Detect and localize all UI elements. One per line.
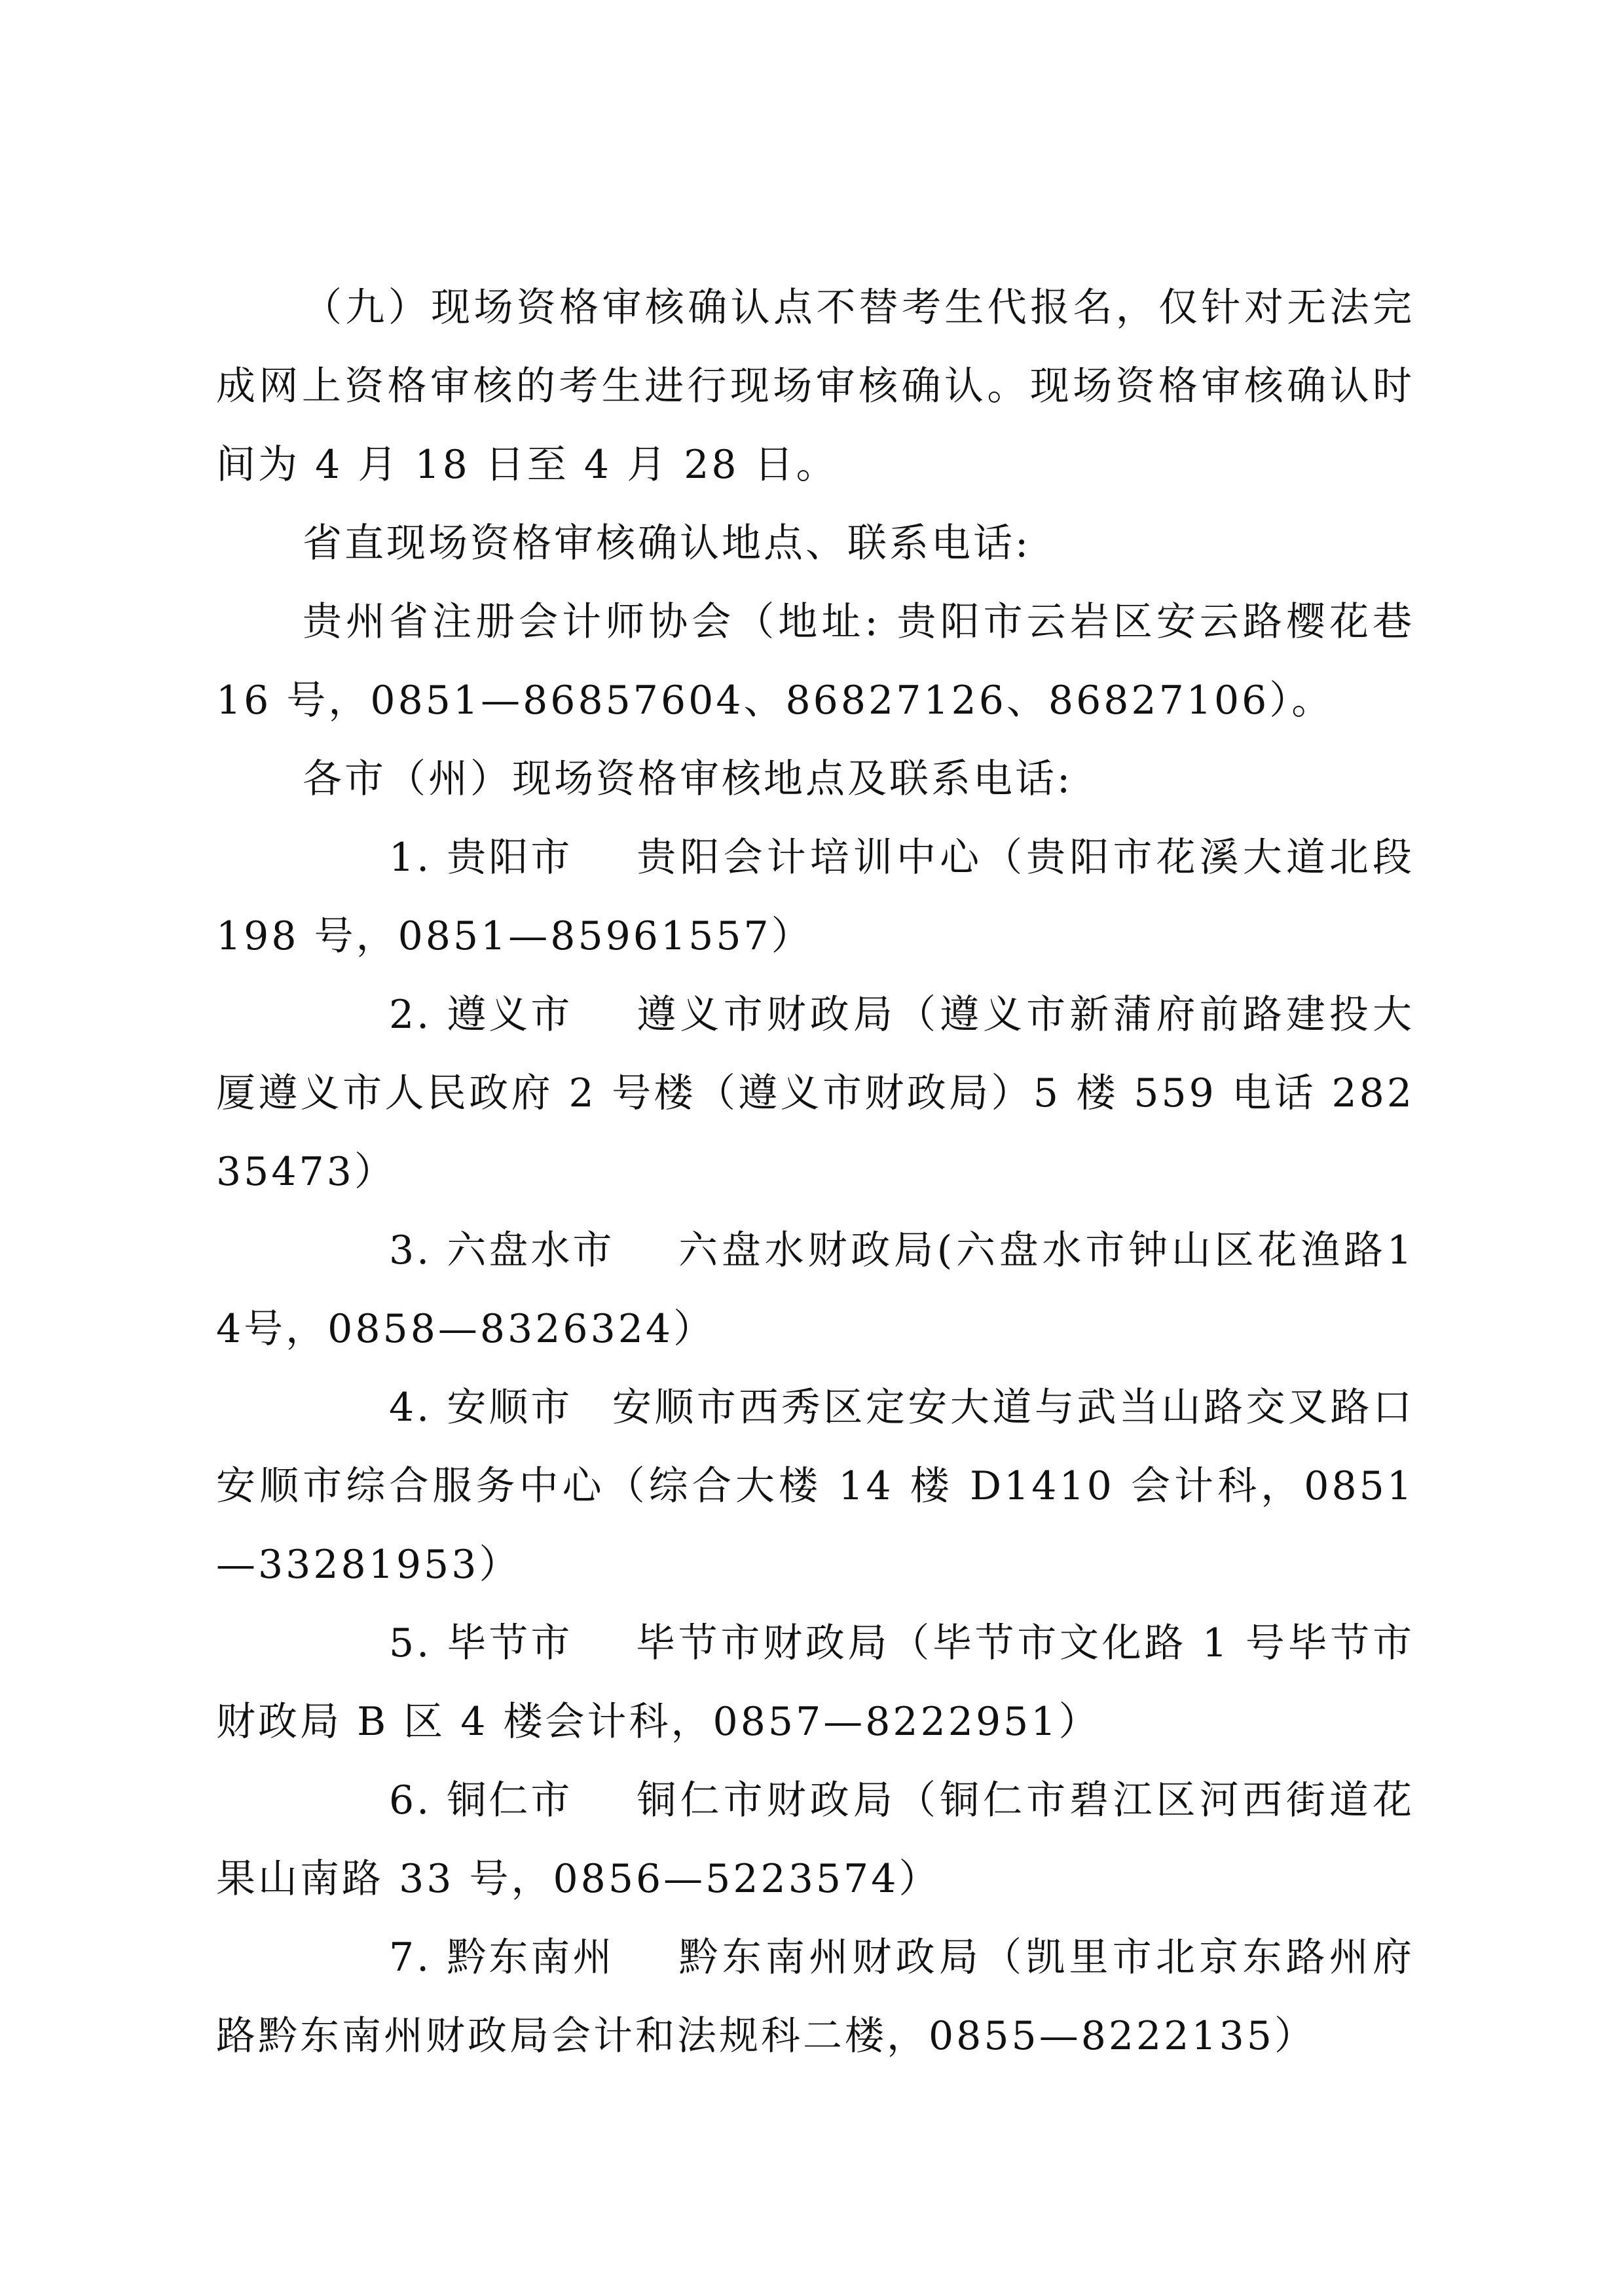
paragraph-provincial-address — [216, 583, 1414, 740]
list-item-text: 黔东南州财政局（凯里市北京东路州府路黔东南州财政局会计和法规科二楼，0855—8222135） — [216, 1935, 1414, 2059]
list-item-text: 安顺市西秀区定安大道与武当山路交叉路口安顺市综合服务中心（综合大楼 14 楼 D1410 会计科，0851—33281953） — [216, 1385, 1414, 1588]
paragraph-text: 省直现场资格审核确认地点、联系电话: — [303, 520, 1031, 566]
list-item-label: 2. 遵义市 — [389, 992, 573, 1038]
list-item-text: 铜仁市财政局（铜仁市碧江区河西街道花果山南路 33 号，0856—5223574） — [216, 1777, 1414, 1902]
paragraph-text: 各市（州）现场资格审核地点及联系电话: — [303, 756, 1073, 802]
list-item-liupanshui — [216, 1211, 1414, 1368]
list-item-label: 3. 六盘水市 — [389, 1228, 615, 1273]
list-item-label: 4. 安顺市 — [389, 1385, 573, 1430]
list-item-label: 6. 铜仁市 — [389, 1777, 573, 1823]
document-body — [216, 268, 1414, 2075]
list-item-guiyang — [216, 818, 1414, 975]
list-item-label: 1. 贵阳市 — [389, 835, 573, 881]
list-item-anshun — [216, 1368, 1414, 1604]
paragraph-on-site-review-note — [216, 268, 1414, 504]
paragraph-text: （九）现场资格审核确认点不替考生代报名，仅针对无法完成网上资格审核的考生进行现场审核确认。现场资格审核确认时间为 4 月 18 日至 4 月 28 日。 — [216, 285, 1414, 488]
list-item-label: 5. 毕节市 — [389, 1620, 573, 1666]
list-item-text: 毕节市财政局（毕节市文化路 1 号毕节市财政局 B 区 4 楼会计科，0857—8222951） — [216, 1620, 1414, 1745]
list-item-label: 7. 黔东南州 — [389, 1935, 615, 1980]
list-item-bijie — [216, 1604, 1414, 1761]
paragraph-provincial-heading — [216, 504, 1414, 583]
list-item-qiandongnan — [216, 1918, 1414, 2075]
paragraph-city-heading — [216, 740, 1414, 818]
list-item-text: 六盘水财政局(六盘水市钟山区花渔路14号，0858—8326324） — [216, 1228, 1414, 1352]
list-item-tongren — [216, 1761, 1414, 1918]
paragraph-text: 贵州省注册会计师协会（地址: 贵阳市云岩区安云路樱花巷 16 号，0851—86857604、86827126、86827106）。 — [216, 599, 1414, 723]
list-item-zunyi — [216, 975, 1414, 1211]
list-item-text: 遵义市财政局（遵义市新蒲府前路建投大厦遵义市人民政府 2 号楼（遵义市财政局）5 楼 559 电话 28235473） — [216, 992, 1414, 1195]
list-item-text: 贵阳会计培训中心（贵阳市花溪大道北段 198 号，0851—85961557） — [216, 835, 1414, 959]
